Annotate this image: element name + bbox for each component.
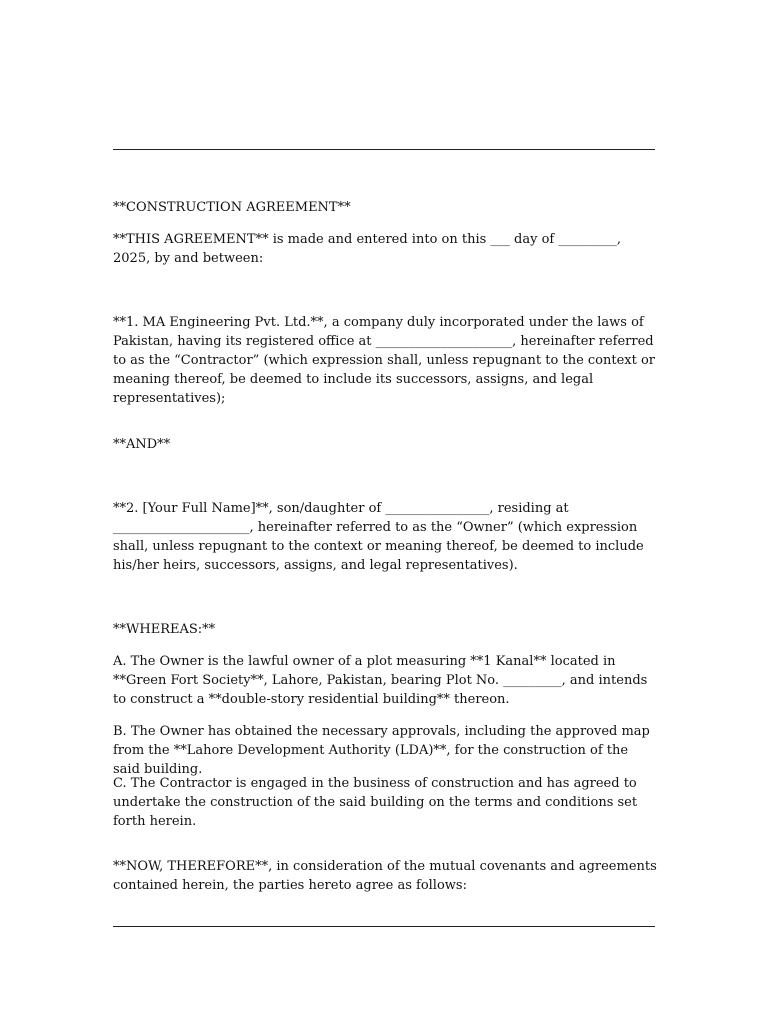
- recital-c: C. The Contractor is engaged in the business of construction and has agreed to undertake the construction of the said building on the terms and conditions set forth herein.: [113, 776, 638, 829]
- party-one-paragraph: **1. MA Engineering Pvt. Ltd.**, a company duly incorporated under the laws of Pakistan, having its registered office at _____________________, hereinafter referred to as the “Contractor” (which expression shall, unless repugnant to the context or meaning thereof, be deemed to include its successors, assigns, and legal representatives);: [113, 315, 656, 406]
- intro-paragraph: **THIS AGREEMENT** is made and entered into on this ___ day of _________, 2025, by and between:: [113, 232, 621, 266]
- bottom-divider: [113, 926, 655, 927]
- recital-b: B. The Owner has obtained the necessary approvals, including the approved map from the **Lahore Development Authority (LDA)**, for the construction of the said building.: [113, 724, 650, 777]
- now-therefore-paragraph: **NOW, THEREFORE**, in consideration of the mutual covenants and agreements contained herein, the parties hereto agree as follows:: [113, 859, 657, 893]
- top-divider: [113, 149, 655, 150]
- recital-a: A. The Owner is the lawful owner of a plot measuring **1 Kanal** located in **Green Fort Society**, Lahore, Pakistan, bearing Plot No. _________, and intends to construct a **double-story residential building** thereon.: [113, 654, 648, 707]
- party-two-paragraph: **2. [Your Full Name]**, son/daughter of ________________, residing at _____________________, hereinafter referred to as the “Owner” (which expression shall, unless repugnant to the context or meaning thereof, be deemed to include his/her heirs, successors, assigns, and legal representatives).: [113, 501, 644, 573]
- and-separator: **AND**: [113, 437, 171, 452]
- whereas-heading: **WHEREAS:**: [113, 622, 216, 637]
- document-title: **CONSTRUCTION AGREEMENT**: [113, 200, 351, 215]
